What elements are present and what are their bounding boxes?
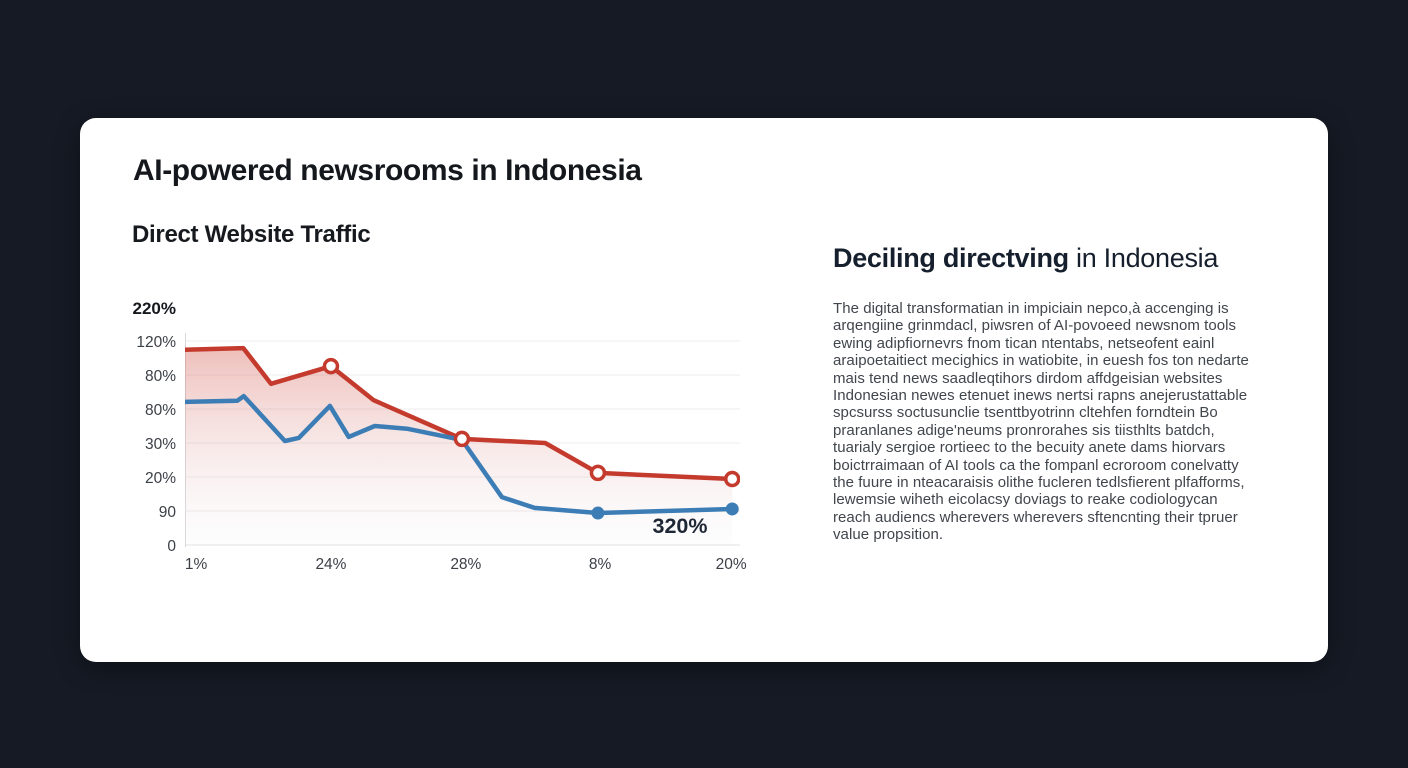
chart-annotation-320: 320% (652, 514, 708, 538)
article-line: mais tend news saadleqtihors dirdom affdgeisian websites (833, 369, 1223, 387)
chart-y-axis (80, 292, 176, 564)
slide-card (80, 118, 1328, 662)
y-tick-label: 80% (144, 402, 176, 419)
x-tick-label: 28% (450, 556, 482, 573)
article-body (833, 300, 1281, 544)
article-line: tuarialy sergioe rortieec to the becuity anete dams hiorvars (833, 439, 1226, 457)
article-line: the fuure in nteacaraisis olithe fucleren tedlsfierent plfafforms, (833, 474, 1245, 492)
chart-x-axis (184, 556, 747, 578)
x-tick-label: 24% (315, 556, 347, 573)
article-line: value propsition. (833, 526, 944, 544)
y-tick-label: 30% (144, 436, 176, 453)
x-tick-label: 1% (184, 556, 208, 573)
y-tick-label: 0 (167, 538, 176, 555)
article-section (833, 243, 1293, 544)
article-line: reach audiencs wherevers wherevers sftencnting their tpruer (833, 508, 1238, 526)
x-tick-label: 8% (588, 556, 612, 573)
y-tick-label: 220% (132, 299, 176, 318)
article-line: araipoetaitiect mecighics in watiobite, in euesh fos ton nedarte (833, 352, 1249, 370)
y-tick-label: 20% (144, 470, 176, 487)
y-tick-label: 80% (144, 368, 176, 385)
article-line: arqengiine grinmdacl, piwsren of AI-povoeed newsnom tools (833, 317, 1237, 335)
chart-title: Direct Website Traffic (132, 221, 371, 248)
article-line: Indonesian newes etenuet inews nertsi rapns anejerustattable (833, 387, 1248, 405)
y-tick-label: 120% (136, 334, 176, 351)
y-tick-label: 90 (158, 504, 176, 521)
article-line: spcsurss soctusunclie tsenttbyotrinn cltehfen forndtein Bo (833, 404, 1218, 422)
article-line: ewing adipfiornevrs fnom tican ntentabs, netseofent eainl (833, 334, 1215, 352)
article-heading-bold: Deciling directving (833, 243, 1069, 273)
article-heading (833, 243, 1293, 274)
article-line: lewemsie wiheth eicolacsy doviags to reake codiologycan (833, 491, 1218, 509)
page-title: AI-powered newsrooms in Indonesia (133, 154, 642, 187)
x-tick-label: 20% (715, 556, 747, 573)
article-line: The digital transformatian in impiciain nepco,à accenging is (833, 300, 1229, 317)
article-line: boictrraimaan of AI tools ca the fompanl ecroroom conelvatty (833, 456, 1239, 474)
article-heading-rest: in Indonesia (1068, 243, 1219, 273)
article-line: praranlanes adige'neums pronrorahes sis tiisthlts batdch, (833, 421, 1215, 439)
